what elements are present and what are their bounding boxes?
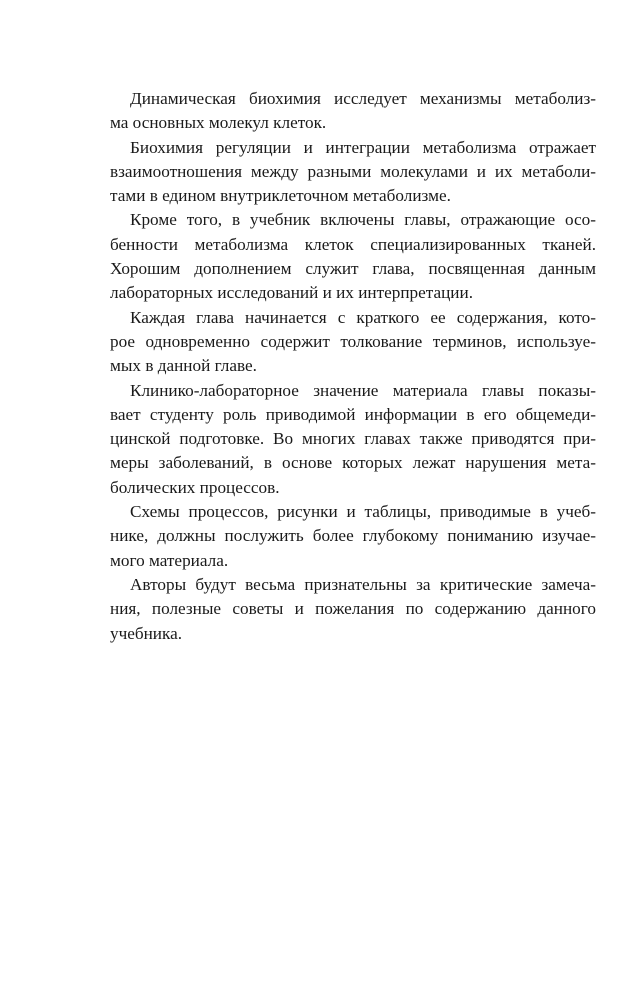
paragraph-authors-gratitude — [110, 573, 596, 646]
text-line: рое одновременно содержит толкование терминов, используе- — [110, 331, 596, 351]
text-line: бенности метаболизма клеток специализированных тканей. — [110, 234, 596, 254]
text-line: лабораторных исследований и их интерпретации. — [110, 283, 473, 303]
text-line: цинской подготовке. Во многих главах также приводятся при- — [110, 429, 596, 449]
text-line: нике, должны послужить более глубокому пониманию изучае- — [110, 526, 596, 546]
text-line: мых в данной главе. — [110, 356, 257, 376]
paragraph-schemes-figures — [110, 500, 596, 573]
paragraph-regulation-biochemistry — [110, 136, 596, 209]
paragraph-chapter-summary — [110, 306, 596, 379]
text-line: ния, полезные советы и пожелания по содержанию данного — [110, 599, 596, 619]
text-line: Биохимия регуляции и интеграции метаболизма отражает — [130, 137, 596, 157]
text-line: Хорошим дополнением служит глава, посвященная данным — [110, 259, 596, 279]
text-line: меры заболеваний, в основе которых лежат нарушения мета- — [110, 453, 596, 473]
paragraph-clinical-significance — [110, 379, 596, 500]
text-line: вает студенту роль приводимой информации в его общемеди- — [110, 404, 596, 424]
text-line: Схемы процессов, рисунки и таблицы, приводимые в учеб- — [130, 502, 596, 522]
text-line: мого материала. — [110, 550, 229, 570]
text-line: Клинико-лабораторное значение материала главы показы- — [130, 380, 596, 400]
text-line: взаимоотношения между разными молекулами и их метаболи- — [110, 161, 596, 181]
text-line: болических процессов. — [110, 477, 280, 497]
body-text — [110, 87, 596, 646]
paragraph-dynamic-biochemistry — [110, 87, 596, 136]
paragraph-specialized-tissues — [110, 208, 596, 305]
text-line: учебника. — [110, 623, 183, 643]
text-line: Кроме того, в учебник включены главы, отражающие осо- — [130, 210, 596, 230]
text-line: Динамическая биохимия исследует механизмы метаболиз- — [130, 89, 596, 108]
text-line: ма основных молекул клеток. — [110, 113, 327, 133]
text-line: Авторы будут весьма признательны за критические замеча- — [130, 574, 596, 594]
text-line: тами в едином внутриклеточном метаболизме. — [110, 186, 451, 206]
text-line: Каждая глава начинается с краткого ее содержания, кото- — [130, 307, 596, 327]
